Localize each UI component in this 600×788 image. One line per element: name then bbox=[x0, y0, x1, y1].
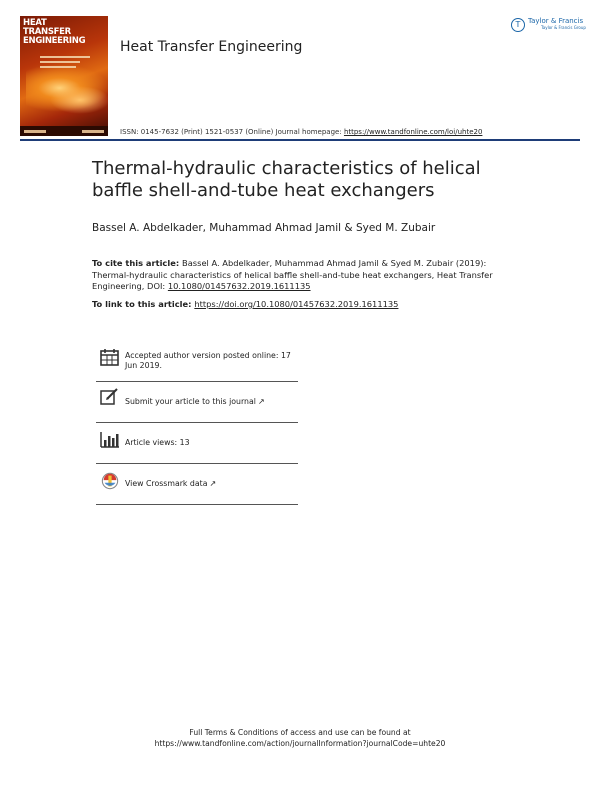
list-item-article-views bbox=[96, 423, 298, 464]
bar-chart-icon bbox=[100, 431, 120, 449]
header-divider bbox=[20, 139, 580, 141]
calendar-icon bbox=[100, 348, 120, 366]
cover-flame-highlight bbox=[50, 86, 108, 114]
submit-article-link[interactable] bbox=[125, 397, 265, 407]
footer-terms-url[interactable]: https://www.tandfonline.com/action/journalInformation?journalCode=uhte20 bbox=[154, 739, 446, 748]
list-item-submit-article[interactable] bbox=[96, 382, 298, 423]
article-link-line bbox=[92, 299, 398, 309]
crossmark-link[interactable] bbox=[125, 479, 216, 489]
publisher-logo[interactable] bbox=[511, 17, 586, 35]
article-authors[interactable]: Bassel A. Abdelkader, Muhammad Ahmad Jamil & Syed M. Zubair bbox=[92, 222, 436, 234]
citation-label: To cite this article: bbox=[92, 258, 183, 268]
article-info-list bbox=[96, 341, 298, 505]
cover-title-line: ENGINEERING bbox=[23, 36, 86, 46]
doi-link[interactable]: 10.1080/01457632.2019.1611135 bbox=[167, 281, 311, 291]
footer-terms bbox=[0, 727, 600, 749]
cover-text-line bbox=[40, 56, 90, 58]
article-doi-url-link[interactable]: https://doi.org/10.1080/01457632.2019.1611135 bbox=[194, 299, 399, 309]
publisher-logo-icon: T bbox=[511, 18, 525, 32]
external-link-icon: ↗ bbox=[209, 479, 217, 488]
cover-text-line bbox=[40, 66, 76, 68]
citation-text: Bassel A. Abdelkader, Muhammad Ahmad Jamil & Syed M. Zubair (2019): Thermal-hydraulic characteristics of helical baffle shell-and-tube heat exchangers, Heat Transfer Engineering, DOI: bbox=[92, 258, 493, 291]
publisher-logo-subtext: Taylor & Francis Group bbox=[541, 25, 586, 30]
list-item-accepted-date bbox=[96, 341, 298, 382]
issn-line bbox=[120, 128, 482, 136]
publisher-logo-text: Taylor & Francis bbox=[528, 17, 584, 25]
crossmark-icon bbox=[100, 472, 120, 490]
cover-title bbox=[23, 19, 107, 46]
footer-terms-text: Full Terms & Conditions of access and use can be found at bbox=[189, 728, 411, 737]
cover-footer-band bbox=[20, 126, 108, 136]
issn-text: ISSN: 0145-7632 (Print) 1521-0537 (Online) Journal homepage: bbox=[120, 128, 344, 136]
article-link-label: To link to this article: bbox=[92, 299, 195, 309]
article-title[interactable]: Thermal-hydraulic characteristics of helical baffle shell-and-tube heat exchangers bbox=[92, 158, 481, 201]
journal-homepage-link[interactable]: https://www.tandfonline.com/loi/uhte20 bbox=[343, 128, 483, 136]
cover-title-line: TRANSFER bbox=[23, 27, 71, 37]
external-link-icon: ↗ bbox=[257, 397, 265, 406]
cover-footer-mark bbox=[24, 130, 46, 133]
crossmark-text: View Crossmark data bbox=[125, 479, 208, 488]
submit-article-text: Submit your article to this journal bbox=[125, 397, 256, 406]
journal-name[interactable]: Heat Transfer Engineering bbox=[120, 39, 303, 55]
journal-cover-image[interactable] bbox=[20, 16, 108, 136]
citation-block bbox=[92, 258, 522, 293]
accepted-date-text: Accepted author version posted online: 17 Jun 2019. bbox=[125, 351, 291, 370]
cover-text-line bbox=[40, 61, 80, 63]
edit-icon bbox=[100, 388, 120, 406]
article-views-text: Article views: 13 bbox=[125, 438, 190, 447]
cover-title-line: HEAT bbox=[23, 18, 47, 28]
cover-footer-mark bbox=[82, 130, 104, 133]
list-item-crossmark[interactable] bbox=[96, 464, 298, 505]
